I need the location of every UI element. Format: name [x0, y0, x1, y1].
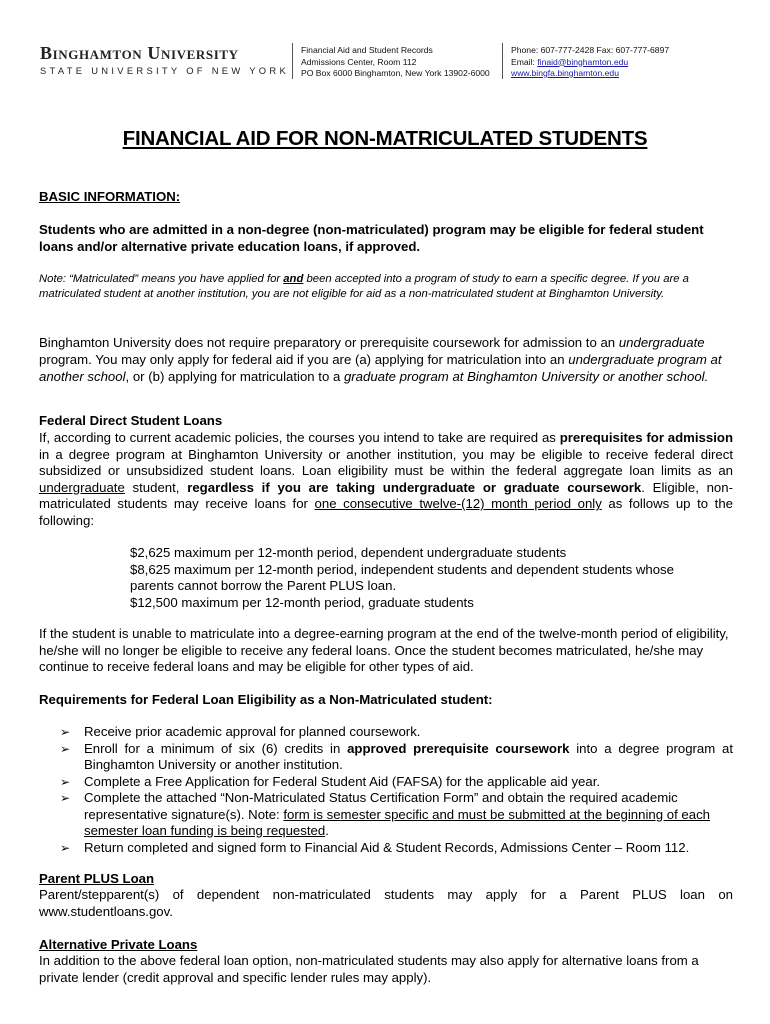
eligibility-end-paragraph: If the student is unable to matriculate into a degree-earning program at the end of the twelve-month period of eligibility, he/she will no longer be eligible to receive any federal loans. Once the student becomes matriculated, he/she may continue to receive federal loans and may be eligible for other types of aid.	[39, 626, 729, 674]
federal-loans-paragraph	[39, 430, 733, 529]
text-run: If, according to current academic policies, the courses you intend to take are required as	[39, 430, 560, 445]
text-run: Return completed and signed form to Financial Aid & Student Records, Admissions Center – Room 112.	[84, 839, 690, 855]
text-run: Complete the attached “Non-Matriculated Status Certification Form” and obtain the required academic representative signature(s). Note:	[84, 790, 678, 822]
text-run: regardless if you are taking undergraduate or graduate coursework	[187, 479, 642, 495]
email-label: Email:	[511, 56, 538, 67]
list-item	[60, 724, 733, 741]
arrow-bullet-icon: ➢	[60, 725, 71, 739]
arrow-bullet-icon: ➢	[60, 791, 71, 805]
office-line: PO Box 6000 Binghamton, New York 13902-6000	[301, 68, 490, 78]
basic-info-heading: BASIC INFORMATION:	[39, 189, 181, 204]
text-run: program. You may only apply for federal aid if you are (a) applying for matriculation into an	[39, 352, 569, 367]
arrow-bullet-icon: ➢	[60, 774, 71, 789]
office-line: Financial Aid and Student Records	[301, 45, 433, 55]
coursework-paragraph	[39, 334, 733, 385]
requirements-list	[60, 724, 733, 856]
list-item	[60, 774, 733, 791]
loan-limit-line: $2,625 maximum per 12-month period, dependent undergraduate students	[130, 545, 567, 560]
text-run: Binghamton University does not require preparatory or prerequisite coursework for admission to an	[39, 335, 619, 350]
loan-limit-line: $8,625 maximum per 12-month period, independent students and dependent students whose	[130, 561, 674, 577]
text-run: Receive prior academic approval for planned coursework.	[84, 724, 421, 739]
note-part: Note: “Matriculated” means you have applied for	[39, 273, 284, 285]
basic-info-lead: Students who are admitted in a non-degree (non-matriculated) program may be eligible for federal student loans and/or alternative private education loans, if approved.	[39, 222, 704, 254]
text-run: student,	[124, 479, 188, 495]
requirements-heading: Requirements for Federal Loan Eligibility as a Non-Matriculated student:	[39, 692, 493, 707]
loan-limit-line: parents cannot borrow the Parent PLUS loan.	[130, 578, 397, 593]
note-part: been accepted into a program of study to earn a specific degree. If you are a matriculated student at another institution, you are not eligible for aid as a non-matriculated student at Binghamton University.	[39, 273, 689, 300]
text-run: Complete a Free Application for Federal Student Aid (FAFSA) for the applicable aid year.	[84, 773, 601, 789]
text-run: one consecutive twelve-(12) month period only	[314, 496, 602, 511]
text-run: graduate program at Binghamton University or another school.	[343, 369, 709, 384]
office-address	[292, 43, 501, 79]
private-loans-paragraph: In addition to the above federal loan option, non-matriculated students may also apply for alternative loans from a private lender (credit approval and specific lender rules may apply).	[39, 953, 699, 985]
university-logo	[40, 43, 290, 76]
federal-loans-heading: Federal Direct Student Loans	[39, 413, 223, 428]
loan-limits	[130, 545, 730, 611]
parent-plus-paragraph: Parent/stepparent(s) of dependent non-matriculated students may apply for a Parent PLUS loan on www.studentloans.gov.	[39, 887, 733, 919]
arrow-bullet-icon: ➢	[60, 840, 71, 855]
email-link[interactable]: finaid@binghamton.edu	[537, 56, 629, 67]
email-line	[511, 57, 741, 69]
text-run: undergraduate	[39, 479, 125, 495]
parent-plus-heading: Parent PLUS Loan	[39, 871, 155, 886]
text-run: in a degree program at Binghamton University or another institution, you may be eligible to receive federal direct subsidized or unsubsidized student loans. Loan eligibility must be within the federal aggregate loan limits as an	[39, 446, 733, 478]
note-and: and	[283, 273, 304, 285]
text-run: undergraduate	[618, 335, 705, 350]
phone-fax: Phone: 607-777-2428 Fax: 607-777-6897	[511, 45, 670, 55]
text-run: approved prerequisite coursework	[347, 740, 570, 756]
loan-limit-line: $12,500 maximum per 12-month period, graduate students	[130, 594, 474, 610]
list-item	[60, 741, 733, 774]
text-run: . Eligible, non-matriculated students may receive loans for	[39, 479, 733, 511]
text-run: , or (b) applying for matriculation to a	[125, 369, 344, 384]
website-link[interactable]: www.bingfa.binghamton.edu	[511, 68, 619, 78]
contact-info	[502, 43, 741, 79]
page-title: FINANCIAL AID FOR NON-MATRICULATED STUDENTS	[122, 127, 648, 150]
text-run: as follows up to the following:	[39, 496, 733, 528]
list-item	[60, 840, 733, 857]
text-run: undergraduate program at another school	[39, 352, 722, 384]
logo-name: Binghamton University	[40, 43, 239, 63]
arrow-bullet-icon: ➢	[60, 741, 71, 756]
text-run: prerequisites for admission	[559, 430, 733, 445]
matriculated-note	[39, 272, 733, 302]
text-run: Enroll for a minimum of six (6) credits in	[84, 740, 348, 756]
private-loans-heading: Alternative Private Loans	[39, 937, 198, 952]
text-run: into a degree program at Binghamton University or another institution.	[84, 740, 733, 772]
text-run: .	[325, 823, 329, 838]
list-item	[60, 790, 733, 840]
office-line: Admissions Center, Room 112	[301, 56, 417, 67]
text-run: form is semester specific and must be submitted at the beginning of each semester loan funding is being requested	[84, 806, 710, 838]
logo-subtitle: STATE UNIVERSITY OF NEW YORK	[40, 65, 290, 76]
